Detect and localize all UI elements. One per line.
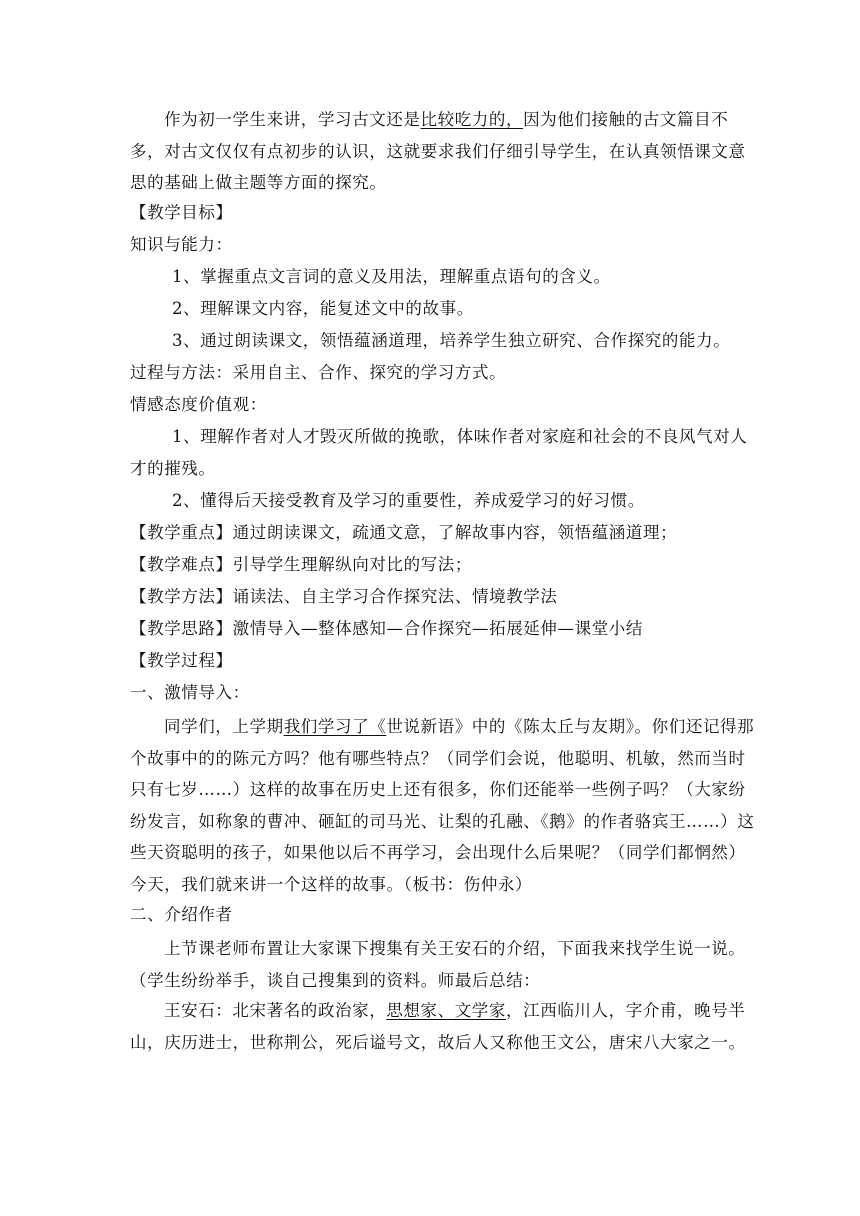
heading-teaching-goals: 【教学目标】	[130, 203, 233, 222]
teaching-methods: 【教学方法】诵读法、自主学习合作探究法、情境教学法	[130, 587, 558, 606]
emotion-item: 2、懂得后天接受教育及学习的重要性，养成爱学习的好习惯。	[172, 491, 645, 510]
author-bio: 王安石：北宋著名的政治家，思想家、文学家，江西临川人，字介甫，晚号半山，庆历进士，世称荆公，死后谥号文，故后人又称他王文公，唐宋八大家之一。	[130, 1001, 746, 1052]
intro-paragraph: 作为初一学生来讲，学习古文还是比较吃力的，因为他们接触的古文篇目不多，对古文仅仅有点初步的认识，这就要求我们仔细引导学生，在认真领悟课文意思的基础上做主题等方面的探究。	[130, 110, 746, 192]
heading-teaching-process: 【教学过程】	[130, 651, 233, 670]
emotion-item: 1、理解作者对人才毁灭所做的挽歌，体味作者对家庭和社会的不良风气对人才的摧残。	[130, 427, 748, 478]
key-points: 【教学重点】通过朗读课文，疏通文意，了解故事内容，领悟蕴涵道理；	[130, 523, 678, 542]
goal-item: 2、理解课文内容，能复述文中的故事。	[172, 299, 474, 318]
knowledge-ability-title: 知识与能力：	[130, 235, 233, 254]
part-one-paragraph: 同学们，上学期我们学习了《世说新语》中的《陈太丘与友期》。你们还记得那个故事中的的陈元方吗？他有哪些特点？（同学们会说，他聪明、机敏，然而当时只有七岁……）这样的故事在历史上还有很多，你们还能举一些例子吗？（大家纷纷发言，如称象的曹冲、砸缸的司马光、让梨的孔融、《鹅》的作者骆宾王……）这些天资聪明的孩子，如果他以后不再学习，会出现什么后果呢？（同学们都惘然）今天，我们就来讲一个这样的故事。（板书：伤仲永）	[130, 717, 755, 894]
difficult-points: 【教学难点】引导学生理解纵向对比的写法；	[130, 555, 472, 574]
part-two-title: 二、介绍作者	[130, 905, 233, 924]
part-two-paragraph: 上节课老师布置让大家课下搜集有关王安石的介绍，下面我来找学生说一说。（学生纷纷举手，谈自己搜集到的资料。师最后总结：	[130, 939, 746, 990]
emotion-title: 情感态度价值观：	[130, 395, 267, 414]
process-method: 过程与方法：采用自主、合作、探究的学习方式。	[130, 363, 507, 382]
teaching-thinking: 【教学思路】激情导入—整体感知—合作探究—拓展延伸—课堂小结	[130, 619, 643, 638]
goal-item: 1、掌握重点文言词的意义及用法，理解重点语句的含义。	[172, 267, 611, 286]
goal-item: 3、通过朗读课文，领悟蕴涵道理，培养学生独立研究、合作探究的能力。	[172, 331, 731, 350]
part-one-title: 一、激情导入：	[130, 683, 250, 702]
